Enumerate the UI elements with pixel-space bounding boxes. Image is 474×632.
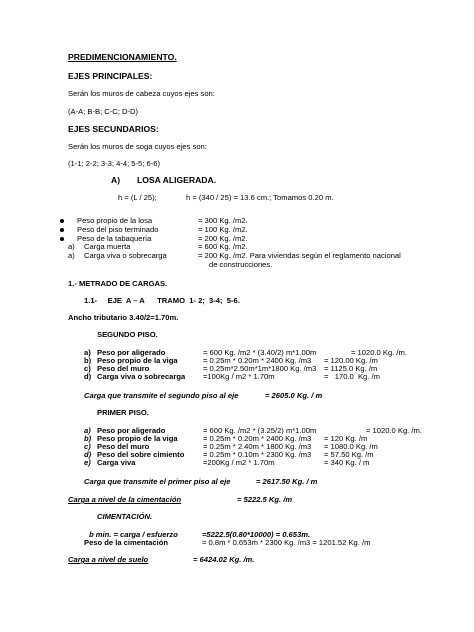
load-label: Peso del muro <box>97 442 150 451</box>
peso-value: = 200 Kg. /m2. <box>198 234 248 243</box>
load-result: = 1020.0 Kg. /m. <box>351 348 407 357</box>
load-formula: =200Kg / m2 * 1.70m <box>203 458 275 467</box>
metrado-heading: 1.- METRADO DE CARGAS. <box>68 279 168 288</box>
carga-label: Carga muerta <box>84 242 131 251</box>
load-formula: = 600 Kg. /m2 * (3.25/2) m*1.00m <box>203 426 317 435</box>
load-label: Carga viva o sobrecarga <box>97 372 186 381</box>
losa-formula-right: h = (340 / 25) = 13.6 cm.; Tomamos 0.20 m. <box>186 193 334 202</box>
load-label: Peso por aligerado <box>97 426 166 435</box>
load-formula: = 0.25m*2.50m*1m*1800 Kg. /m3 <box>203 364 317 373</box>
segundo-piso-heading: SEGUNDO PISO. <box>97 330 158 339</box>
load-result: = 57.50 Kg. /m <box>324 450 374 459</box>
load-label: Peso del muro <box>97 364 150 373</box>
load-result: = 170.0 Kg. /m <box>324 372 380 381</box>
carga-value: = 600 Kg. /m2. <box>198 242 248 251</box>
bullet-icon <box>60 237 64 241</box>
load-formula: = 0.25m * 0.20m * 2400 Kg. /m3 <box>203 356 312 365</box>
losa-marker: A) <box>111 175 121 185</box>
ejes-secundarios-list: (1-1; 2-2; 3-3; 4-4; 5-5; 6-6) <box>68 159 161 168</box>
segundo-piso-total-value: = 2605.0 Kg. / m <box>265 391 323 400</box>
load-label: Peso por aligerado <box>97 348 166 357</box>
load-result: = 120 Kg. /m <box>324 434 368 443</box>
carga-value-continued: de construcciones. <box>209 260 273 269</box>
load-formula: = 0.25m * 0.10m * 2300 Kg. /m3 <box>203 450 312 459</box>
tramo-line: 1.1- EJE A – A TRAMO 1- 2; 3-4; 5-6. <box>84 296 240 305</box>
load-result: = 120.00 Kg. /m <box>324 356 378 365</box>
ejes-secundarios-heading: EJES SECUNDARIOS: <box>68 124 159 134</box>
peso-label: Peso de la tabaquería <box>77 234 152 243</box>
load-marker: a) <box>84 348 91 357</box>
load-formula: =100Kg / m2 * 1.70m <box>203 372 275 381</box>
cimentacion-heading: CIMENTACIÓN. <box>97 512 153 521</box>
load-label: Peso propio de la viga <box>97 356 178 365</box>
cimentacion-total-value: = 5222.5 Kg. /m <box>237 495 293 504</box>
load-marker: b) <box>84 356 92 365</box>
carga-label: Carga viva o sobrecarga <box>84 251 167 260</box>
load-result: = 340 Kg. / m <box>324 458 370 467</box>
b-min-value: =5222.5(0.80*10000) = 0.653m. <box>202 530 311 539</box>
bullet-icon <box>60 219 64 223</box>
primer-piso-heading: PRIMER PISO. <box>97 408 149 417</box>
carga-marker: a) <box>68 242 75 251</box>
load-row <box>84 373 464 382</box>
carga-marker: a) <box>68 251 75 260</box>
primer-piso-total-label: Carga que transmite el primer piso al eje <box>84 477 231 486</box>
ejes-secundarios-intro: Serán los muros de soga cuyos ejes son: <box>68 142 207 151</box>
load-result: = 1020.0 Kg. /m. <box>366 426 422 435</box>
peso-cimentacion-value: = 0.8m * 0.653m * 2300 Kg. /m3 = 1201.52 Kg. /m <box>202 538 371 547</box>
load-row <box>84 459 464 468</box>
load-marker: c) <box>84 364 91 373</box>
peso-label: Peso del piso terminado <box>77 225 159 234</box>
segundo-piso-total-label: Carga que transmite el segundo piso al eje <box>84 391 239 400</box>
load-label: Carga viva <box>97 458 136 467</box>
carga-value: = 200 Kg. /m2. Para viviendas según el reglamento nacional <box>198 251 401 260</box>
load-formula: = 0.25m * 0.20m * 2400 Kg. /m3 <box>203 434 312 443</box>
load-marker: e) <box>84 458 91 467</box>
losa-formula-left: h = (L / 25); <box>118 193 157 202</box>
load-result: = 1125.0 Kg. /m <box>324 364 378 373</box>
load-formula: = 0.25m * 2.40m * 1800 Kg. /m3 <box>203 442 312 451</box>
ejes-principales-list: (A-A; B-B; C-C; D-D) <box>68 107 139 116</box>
cimentacion-total-label: Carga a nivel de la cimentación <box>68 495 182 504</box>
losa-heading: LOSA ALIGERADA. <box>137 175 217 185</box>
load-label: Peso del sobre cimiento <box>97 450 185 459</box>
peso-label: Peso propio de la losa <box>77 216 153 225</box>
load-marker: d) <box>84 450 92 459</box>
ancho-tributario: Ancho tributario 3.40/2=1.70m. <box>68 313 179 322</box>
peso-cimentacion-label: Peso de la cimentación <box>84 538 168 547</box>
load-marker: b) <box>84 434 92 443</box>
b-min-label: b min. = carga / esfuerzo <box>89 530 178 539</box>
document-title: PREDIMENCIONAMIENTO. <box>68 52 177 62</box>
peso-value: = 100 Kg. /m2. <box>198 225 248 234</box>
suelo-total-value: = 6424.02 Kg. /m. <box>193 555 255 564</box>
load-formula: = 600 Kg. /m2 * (3.40/2) m*1.00m <box>203 348 317 357</box>
peso-value: = 300 Kg. /m2. <box>198 216 248 225</box>
bullet-icon <box>60 228 64 232</box>
load-result: = 1080.0 Kg. /m <box>324 442 378 451</box>
load-marker: d) <box>84 372 92 381</box>
load-marker: a) <box>84 426 91 435</box>
ejes-principales-heading: EJES PRINCIPALES: <box>68 71 153 81</box>
load-marker: c) <box>84 442 91 451</box>
suelo-total-label: Carga a nivel de suelo <box>68 555 149 564</box>
ejes-principales-intro: Serán los muros de cabeza cuyos ejes son: <box>68 89 215 98</box>
load-label: Peso propio de la viga <box>97 434 178 443</box>
primer-piso-total-value: = 2617.50 Kg. / m <box>256 477 318 486</box>
